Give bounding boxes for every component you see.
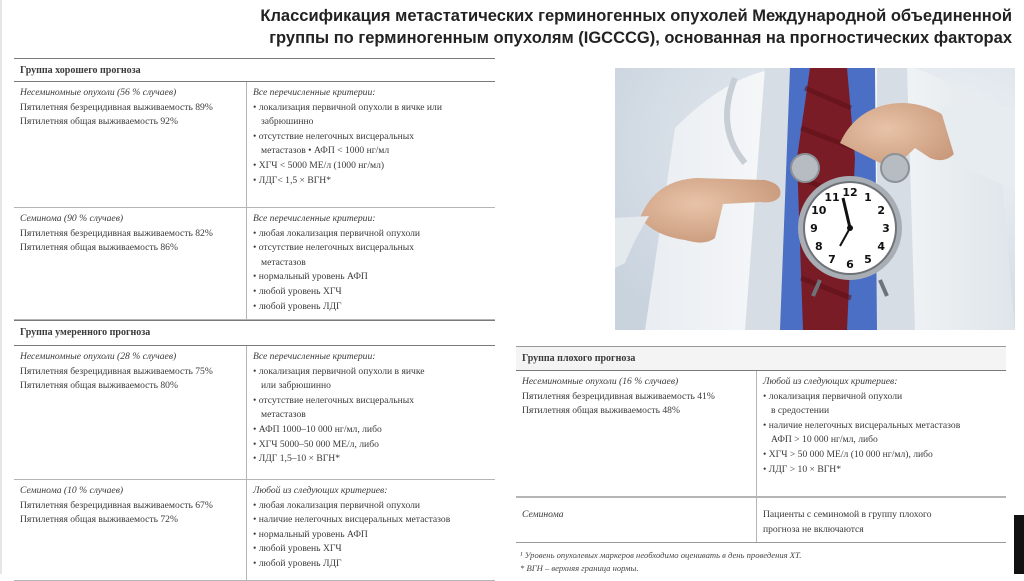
criteria-title: Все перечисленные критерии: xyxy=(253,87,376,98)
edge-shadow xyxy=(1014,515,1024,574)
tumor-type-label: Несеминомные опухоли (16 % случаев) xyxy=(522,376,679,387)
clock-bell-left xyxy=(791,154,819,182)
doctor-clock-photo xyxy=(615,68,1015,330)
os-value: Пятилетняя общая выживаемость 80% xyxy=(20,380,178,392)
criteria-cell xyxy=(757,371,1006,496)
criteria-title: Все перечисленные критерии: xyxy=(253,213,376,224)
criteria-cell xyxy=(247,82,495,207)
row-label-cell xyxy=(516,371,757,496)
criterion: • ХГЧ > 50 000 МЕ/л (10 000 нг/мл), либо xyxy=(763,448,933,460)
row-label-cell xyxy=(14,346,247,479)
clock-numeral: 9 xyxy=(810,222,818,235)
table-row xyxy=(14,480,495,580)
row-label-cell xyxy=(516,498,757,542)
criterion: • любой уровень ЛДГ xyxy=(253,557,342,569)
footnotes xyxy=(516,543,1006,574)
pfs-value: Пятилетняя безрецидивная выживаемость 82% xyxy=(20,227,213,239)
criterion: • ЛДГ 1,5–10 × ВГН* xyxy=(253,453,341,465)
clock-numeral: 1 xyxy=(864,190,872,204)
criterion: • наличие нелегочных висцеральных метастазов xyxy=(763,419,961,431)
criterion: метастазов xyxy=(261,256,306,268)
table-row xyxy=(14,208,495,320)
title-line-1: Классификация метастатических герминогенных опухолей Международной объединенной xyxy=(260,7,1012,25)
os-value: Пятилетняя общая выживаемость 48% xyxy=(522,405,680,417)
tumor-type-label: Семинома (10 % случаев) xyxy=(20,485,124,496)
table-row xyxy=(14,82,495,208)
note-cell xyxy=(757,498,1006,542)
criterion: • любая локализация первичной опухоли xyxy=(253,227,421,239)
clock-numeral: 11 xyxy=(824,190,840,204)
criterion: • любой уровень ЛДГ xyxy=(253,300,342,312)
table-row xyxy=(14,346,495,480)
criterion: или забрюшинно xyxy=(261,380,331,392)
footnote: ¹ Уровень опухолевых маркеров необходимо оценивать в день проведения ХТ. xyxy=(520,550,802,560)
title-line-2: группы по герминогенным опухолям (IGCCCG), основанная на прогностических факторах xyxy=(269,29,1012,47)
criteria-cell xyxy=(247,480,495,580)
tumor-type-label: Семинома xyxy=(522,509,564,520)
pfs-value: Пятилетняя безрецидивная выживаемость 67% xyxy=(20,499,213,511)
os-value: Пятилетняя общая выживаемость 72% xyxy=(20,514,178,526)
criterion: • локализация первичной опухоли xyxy=(763,390,903,402)
table-row xyxy=(516,371,1006,497)
criterion: • наличие нелегочных висцеральных метастазов xyxy=(253,514,451,526)
clock-numeral: 2 xyxy=(877,204,886,217)
group-header-intermediate: Группа умеренного прогноза xyxy=(14,320,495,346)
note-line: прогноза не включаются xyxy=(763,523,864,535)
os-value: Пятилетняя общая выживаемость 92% xyxy=(20,116,178,128)
criterion: • любая локализация первичной опухоли xyxy=(253,499,421,511)
tumor-type-label: Семинома (90 % случаев) xyxy=(20,213,124,224)
criteria-cell xyxy=(247,346,495,479)
slide-title xyxy=(112,5,1012,49)
criteria-title: Любой из следующих критериев: xyxy=(763,376,898,387)
criteria-title: Все перечисленные критерии: xyxy=(253,351,376,362)
clock-numeral: 5 xyxy=(864,253,872,267)
criterion: • отсутствие нелегочных висцеральных xyxy=(253,130,415,142)
clock-center xyxy=(847,225,853,231)
criterion: • ХГЧ 5000–50 000 МЕ/л, либо xyxy=(253,438,379,450)
criterion: • нормальный уровень АФП xyxy=(253,271,368,283)
tumor-type-label: Несеминомные опухоли (28 % случаев) xyxy=(20,351,177,362)
criterion: забрюшинно xyxy=(261,116,314,128)
clock-numeral: 8 xyxy=(814,240,823,253)
criterion: в средостении xyxy=(771,405,830,417)
prognosis-table-good-intermediate xyxy=(14,58,495,581)
photo-illustration xyxy=(615,68,1015,330)
clock-numeral: 6 xyxy=(846,258,854,271)
group-header-poor: Группа плохого прогноза xyxy=(516,346,1006,371)
criterion: • любой уровень ХГЧ xyxy=(253,285,342,297)
criterion: • нормальный уровень АФП xyxy=(253,528,368,540)
pfs-value: Пятилетняя безрецидивная выживаемость 89% xyxy=(20,101,213,113)
clock-bell-right xyxy=(881,154,909,182)
criteria-cell xyxy=(247,208,495,319)
clock-numeral: 4 xyxy=(877,240,886,253)
criterion: • локализация первичной опухоли в яичке xyxy=(253,365,425,377)
criterion: • АФП 1000–10 000 нг/мл, либо xyxy=(253,423,382,435)
clock-numeral: 12 xyxy=(842,186,858,199)
clock-numeral: 3 xyxy=(882,222,890,235)
prognosis-table-poor xyxy=(516,346,1006,574)
group-header-good: Группа хорошего прогноза xyxy=(14,58,495,82)
clock-numeral: 10 xyxy=(811,204,827,217)
pfs-value: Пятилетняя безрецидивная выживаемость 75% xyxy=(20,365,213,377)
tumor-type-label: Несеминомные опухоли (56 % случаев) xyxy=(20,87,177,98)
criterion: • локализация первичной опухоли в яичке или xyxy=(253,101,442,113)
row-label-cell xyxy=(14,82,247,207)
criterion: метастазов • АФП < 1000 нг/мл xyxy=(261,145,390,157)
criteria-title: Любой из следующих критериев: xyxy=(253,485,388,496)
criterion: метастазов xyxy=(261,409,306,421)
criterion: • ЛДГ > 10 × ВГН* xyxy=(763,463,842,475)
criterion: АФП > 10 000 нг/мл, либо xyxy=(771,434,878,446)
row-label-cell xyxy=(14,208,247,319)
row-label-cell xyxy=(14,480,247,580)
clock-numeral: 7 xyxy=(828,253,836,267)
footnote: * ВГН – верхняя граница нормы. xyxy=(520,562,639,573)
criterion: • отсутствие нелегочных висцеральных xyxy=(253,394,415,406)
os-value: Пятилетняя общая выживаемость 86% xyxy=(20,242,178,254)
criterion: • любой уровень ХГЧ xyxy=(253,543,342,555)
note-line: Пациенты с семиномой в группу плохого xyxy=(763,509,932,520)
table-row xyxy=(516,497,1006,543)
criterion: • отсутствие нелегочных висцеральных xyxy=(253,242,415,254)
pfs-value: Пятилетняя безрецидивная выживаемость 41% xyxy=(522,390,715,402)
criterion: • ЛДГ< 1,5 × ВГН* xyxy=(253,174,332,186)
criterion: • ХГЧ < 5000 МЕ/л (1000 нг/мл) xyxy=(253,159,385,171)
left-border xyxy=(0,0,2,574)
